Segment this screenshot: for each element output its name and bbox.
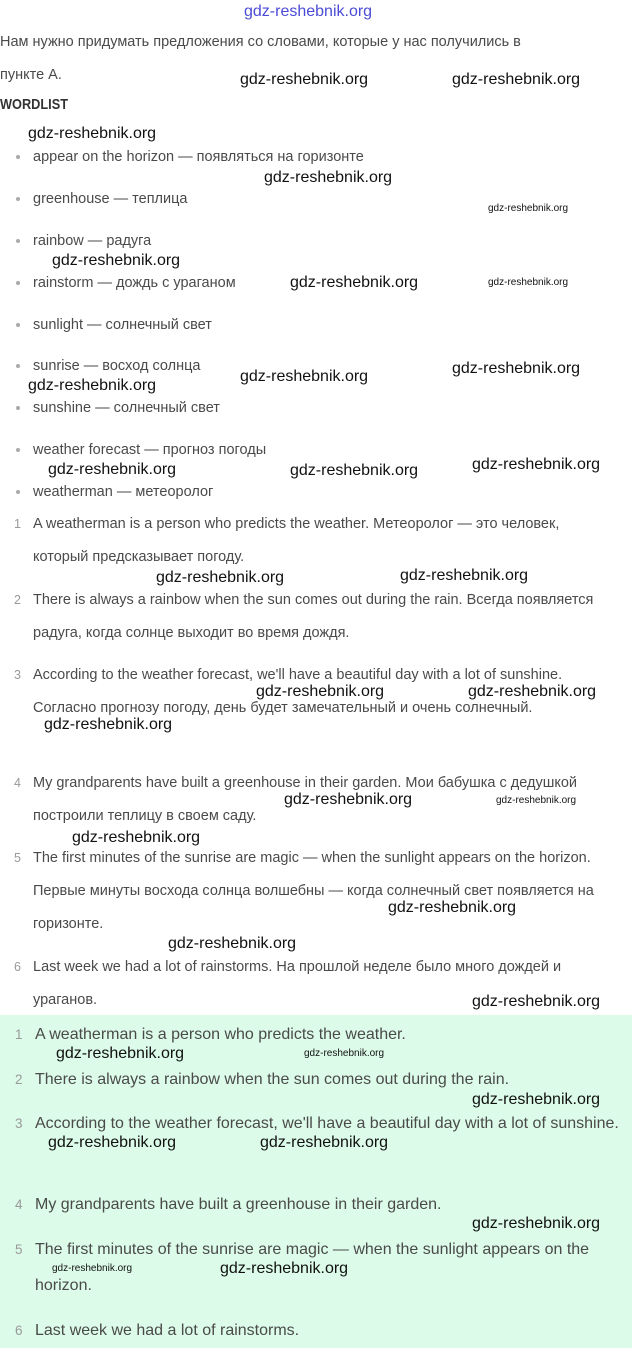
item-number: 4 <box>14 776 21 790</box>
bullet-icon <box>16 323 20 327</box>
bullet-icon <box>16 406 20 410</box>
watermark: gdz-reshebnik.org <box>472 1215 601 1232</box>
bullet-icon <box>16 197 20 201</box>
watermark: gdz-reshebnik.org <box>28 377 157 394</box>
watermark: gdz-reshebnik.org <box>400 567 529 584</box>
word-entry: sunrise — восход солнца <box>33 358 201 374</box>
word-entry: rainbow — радуга <box>33 233 152 249</box>
item-text: According to the weather forecast, we'll have a beautiful day with a lot of sunshine. <box>35 1115 619 1132</box>
watermark: gdz-reshebnik.org <box>452 360 581 377</box>
watermark: gdz-reshebnik.org <box>240 368 369 385</box>
bullet-icon <box>16 239 20 243</box>
list-item <box>16 482 213 502</box>
watermark: gdz-reshebnik.org <box>488 277 569 288</box>
item-text: There is always a rainbow when the sun comes out during the rain. <box>35 1071 510 1088</box>
watermark: gdz-reshebnik.org <box>244 3 373 20</box>
list-item <box>16 231 151 251</box>
watermark: gdz-reshebnik.org <box>284 791 413 808</box>
watermark: gdz-reshebnik.org <box>452 71 581 88</box>
item-text: A weatherman is a person who predicts the weather. <box>35 1026 406 1043</box>
word-entry: appear on the horizon — появляться на горизонте <box>33 149 364 165</box>
list-item <box>16 189 187 209</box>
bullet-icon <box>16 490 20 494</box>
watermark: gdz-reshebnik.org <box>256 683 385 700</box>
list-item <box>16 273 236 293</box>
watermark: gdz-reshebnik.org <box>488 203 569 214</box>
watermark: gdz-reshebnik.org <box>304 1048 385 1059</box>
item-text: My grandparents have built a greenhouse in their garden. Мои бабушка с дедушкой построили теплицу в своем саду. <box>33 775 577 824</box>
list-item <box>16 147 364 167</box>
watermark: gdz-reshebnik.org <box>52 1263 133 1274</box>
watermark: gdz-reshebnik.org <box>28 125 157 142</box>
watermark: gdz-reshebnik.org <box>468 683 597 700</box>
item-number: 6 <box>15 1323 23 1338</box>
item-text: My grandparents have built a greenhouse in their garden. <box>35 1196 442 1213</box>
wordlist-title: WORDLIST <box>0 96 68 113</box>
word-entry: weatherman — метеоролог <box>33 484 214 500</box>
watermark: gdz-reshebnik.org <box>56 1045 185 1062</box>
list-item <box>16 356 200 376</box>
item-text: There is always a rainbow when the sun comes out during the rain. Всегда появляется радуга, когда солнце выходит во время дождя. <box>33 592 594 641</box>
word-entry: sunlight — солнечный свет <box>33 317 212 333</box>
watermark: gdz-reshebnik.org <box>44 716 173 733</box>
watermark: gdz-reshebnik.org <box>240 71 369 88</box>
bullet-icon <box>16 281 20 285</box>
watermark: gdz-reshebnik.org <box>472 1091 601 1108</box>
watermark: gdz-reshebnik.org <box>290 274 419 291</box>
word-entry: sunshine — солнечный свет <box>33 400 220 416</box>
watermark: gdz-reshebnik.org <box>290 462 419 479</box>
item-number: 1 <box>15 1027 23 1042</box>
watermark: gdz-reshebnik.org <box>496 795 577 806</box>
bullet-icon <box>16 364 20 368</box>
item-number: 2 <box>15 1072 23 1087</box>
watermark: gdz-reshebnik.org <box>168 935 297 952</box>
item-number: 1 <box>14 517 21 531</box>
watermark: gdz-reshebnik.org <box>264 169 393 186</box>
watermark: gdz-reshebnik.org <box>220 1260 349 1277</box>
bullet-icon <box>16 448 20 452</box>
word-entry: weather forecast — прогноз погоды <box>33 442 267 458</box>
item-number: 4 <box>15 1197 23 1212</box>
watermark: gdz-reshebnik.org <box>48 1134 177 1151</box>
word-entry: rainstorm — дождь с ураганом <box>33 275 236 291</box>
item-text: The first minutes of the sunrise are magic — when the sunlight appears on the horizon. <box>35 1241 590 1294</box>
item-text: According to the weather forecast, we'll have a beautiful day with a lot of sunshine. Согласно прогнозу погоду, день будет замечательный и очень солнечный. <box>33 667 563 716</box>
watermark: gdz-reshebnik.org <box>260 1134 389 1151</box>
answers-panel <box>0 1015 632 1348</box>
item-text: Last week we had a lot of rainstorms. На прошлой неделе было много дождей и ураганов. <box>33 959 562 1008</box>
item-number: 3 <box>15 1116 23 1131</box>
word-entry: greenhouse — теплица <box>33 191 188 207</box>
list-item <box>16 315 212 335</box>
item-text: A weatherman is a person who predicts the weather. Метеоролог — это человек, который предсказывает погоду. <box>33 516 560 565</box>
item-number: 6 <box>14 960 21 974</box>
watermark: gdz-reshebnik.org <box>72 829 201 846</box>
watermark: gdz-reshebnik.org <box>156 569 285 586</box>
item-number: 2 <box>14 593 21 607</box>
intro-line-1: Нам нужно придумать предложения со словами, которые у нас получились в <box>0 34 521 50</box>
bullet-icon <box>16 155 20 159</box>
watermark: gdz-reshebnik.org <box>52 252 181 269</box>
item-number: 5 <box>15 1242 23 1257</box>
item-number: 3 <box>14 668 21 682</box>
watermark: gdz-reshebnik.org <box>388 899 517 916</box>
item-number: 5 <box>14 851 21 865</box>
watermark: gdz-reshebnik.org <box>472 456 601 473</box>
intro-line-2: пункте А. <box>0 67 62 83</box>
list-item <box>16 440 266 460</box>
watermark: gdz-reshebnik.org <box>472 993 601 1010</box>
item-text: The first minutes of the sunrise are magic — when the sunlight appears on the horizon. Первые минуты восхода солнца волшебны — когда солнечный свет появляется на горизонте. <box>33 850 594 932</box>
watermark: gdz-reshebnik.org <box>48 461 177 478</box>
list-item <box>16 398 220 418</box>
item-text: Last week we had a lot of rainstorms. <box>35 1322 300 1339</box>
